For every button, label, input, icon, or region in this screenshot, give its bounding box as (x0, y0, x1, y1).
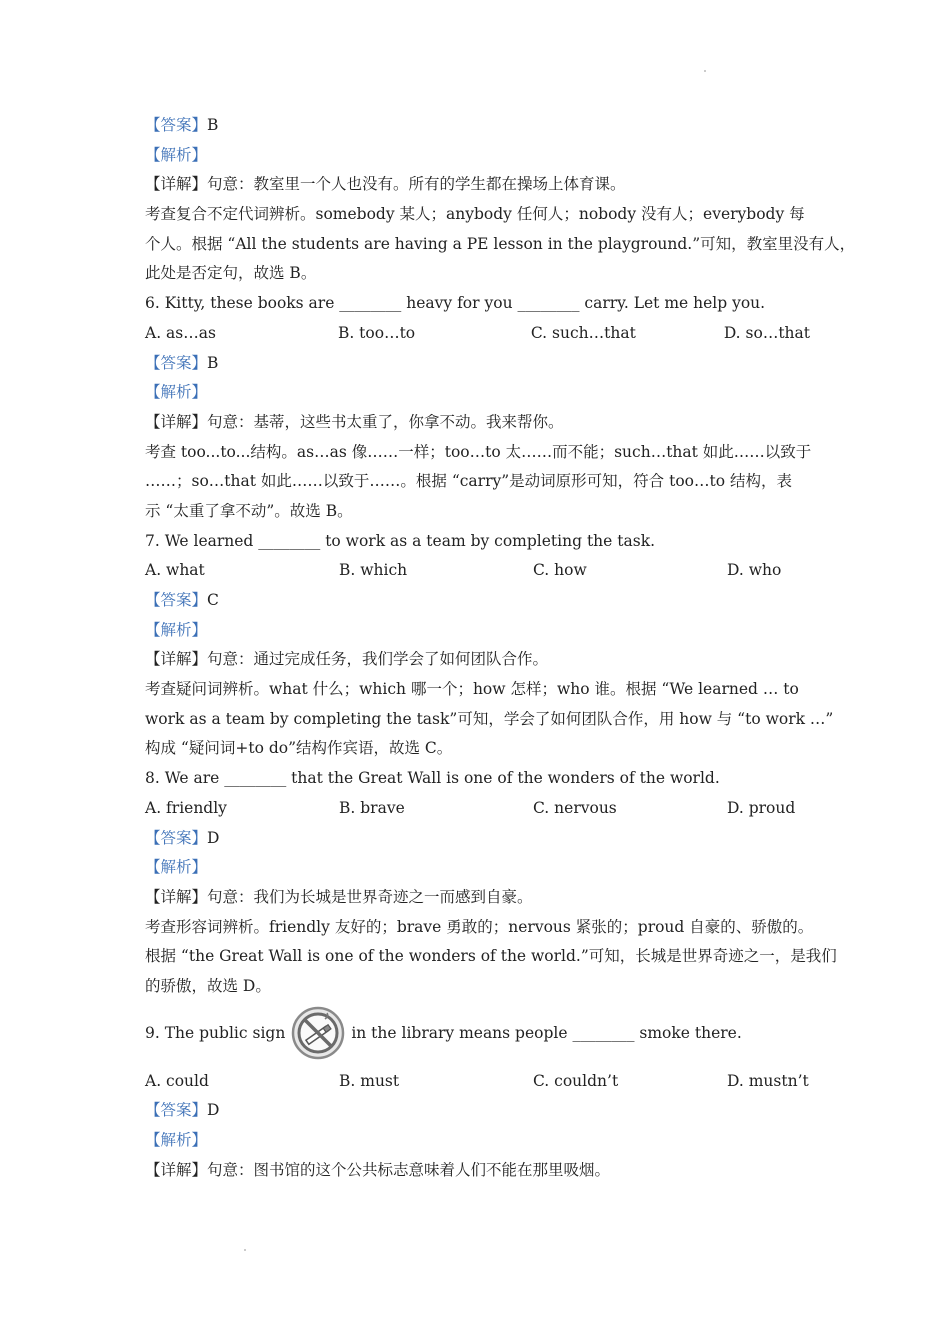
options-9 (145, 1067, 810, 1097)
detail-line (145, 883, 810, 913)
option-a: A. as…as (145, 323, 216, 342)
scan-dot (244, 1249, 246, 1251)
answer-line (145, 349, 810, 379)
answer-line (145, 1096, 810, 1126)
question-8: 8. We are ________ that the Great Wall is one of the wonders of the world. (145, 769, 720, 788)
question-9-end: in the library means people ________ smoke there. (351, 1024, 742, 1043)
option-a: A. what (145, 561, 205, 580)
explanation-line: 此处是否定句，故选 B。 (145, 264, 317, 283)
option-d: D. who (727, 561, 782, 580)
detail-tag: 【详解】 (145, 175, 208, 194)
answer-line (145, 586, 810, 616)
analysis-tag: 【解析】 (145, 858, 208, 877)
detail-tag: 【详解】 (145, 1160, 208, 1179)
document-page (145, 111, 856, 1185)
option-b: B. must (339, 1071, 400, 1090)
detail-text: 句意：通过完成任务，我们学会了如何团队合作。 (207, 650, 549, 669)
answer-line (145, 824, 810, 854)
detail-tag: 【详解】 (145, 412, 208, 431)
answer-tag: 【答案】 (145, 116, 208, 134)
detail-text: 句意：基蒂，这些书太重了，你拿不动。我来帮你。 (207, 412, 564, 431)
options-6 (145, 319, 810, 349)
option-d: D. proud (727, 798, 796, 817)
option-a: A. could (145, 1071, 209, 1090)
explanation-line: 根据 “the Great Wall is one of the wonders of the world.”可知，长城是世界奇迹之一，是我们 (145, 947, 837, 966)
answer-tag: 【答案】 (145, 353, 208, 372)
answer-tag: 【答案】 (145, 828, 208, 847)
option-c: C. such…that (530, 323, 636, 342)
detail-line (145, 645, 810, 675)
detail-text: 句意：图书馆的这个公共标志意味着人们不能在那里吸烟。 (207, 1160, 611, 1179)
answer-value: B (207, 353, 219, 372)
explanation-line: 个人。根据 “All the students are having a PE lesson in the playground.”可知，教室里没有人， (145, 234, 856, 253)
explanation-line: 考查形容词辨析。friendly 友好的；brave 勇敢的；nervous 紧张的；proud 自豪的、骄傲的。 (145, 917, 814, 936)
option-d: D. mustn’t (727, 1071, 809, 1090)
analysis-tag: 【解析】 (145, 145, 208, 164)
option-c: C. couldn’t (533, 1071, 619, 1090)
analysis-tag: 【解析】 (145, 1131, 208, 1149)
detail-tag: 【详解】 (145, 887, 208, 906)
explanation-line: ……；so…that 如此……以致于……。根据 “carry”是动词原形可知，符合 too…to 结构，表 (145, 472, 792, 491)
explanation-line: 考查疑问词辨析。what 什么；which 哪一个；how 怎样；who 谁。根据 “We learned … to (145, 680, 799, 699)
explanation-line: work as a team by completing the task”可知，学会了如何团队合作，用 how 与 “to work …” (145, 709, 834, 728)
analysis-tag: 【解析】 (145, 383, 208, 402)
explanation-line: 示 “太重了拿不动”。故选 B。 (145, 501, 353, 520)
answer-tag: 【答案】 (145, 1101, 208, 1120)
option-b: B. too…to (337, 323, 416, 342)
detail-text: 句意：我们为长城是世界奇迹之一而感到自豪。 (207, 887, 533, 906)
option-c: C. nervous (533, 798, 617, 817)
analysis-tag: 【解析】 (145, 620, 208, 639)
option-b: B. which (339, 561, 408, 580)
question-9 (145, 1004, 810, 1063)
detail-line (145, 170, 810, 200)
answer-line (145, 111, 810, 141)
explanation-line: 的骄傲，故选 D。 (145, 976, 271, 995)
scan-dot (704, 70, 706, 72)
option-a: A. friendly (145, 798, 227, 817)
options-8 (145, 794, 810, 824)
detail-text: 句意：教室里一个人也没有。所有的学生都在操场上体育课。 (207, 175, 626, 194)
question-6: 6. Kitty, these books are ________ heavy for you ________ carry. Let me help you. (145, 294, 766, 313)
answer-value: D (207, 1101, 220, 1120)
detail-line (145, 1156, 810, 1186)
explanation-line: 考查复合不定代词辨析。somebody 某人；anybody 任何人；nobody 没有人；everybody 每 (145, 205, 805, 224)
option-c: C. how (533, 561, 587, 580)
explanation-line: 考查 too...to...结构。as…as 像……一样；too…to 太……而不能；such…that 如此……以致于 (145, 442, 812, 461)
answer-value: B (207, 116, 219, 134)
answer-value: C (207, 591, 219, 609)
explanation-line: 构成 “疑问词+to do”结构作宾语，故选 C。 (145, 739, 453, 758)
question-7: 7. We learned ________ to work as a team by completing the task. (145, 531, 656, 550)
option-b: B. brave (339, 798, 405, 817)
answer-tag: 【答案】 (145, 591, 208, 609)
detail-line (145, 408, 810, 438)
option-d: D. so…that (723, 323, 811, 342)
options-7 (145, 556, 810, 586)
question-9-start: 9. The public sign (145, 1024, 286, 1043)
no-smoking-icon (291, 1006, 345, 1060)
answer-value: D (207, 828, 220, 847)
detail-tag: 【详解】 (145, 650, 208, 669)
